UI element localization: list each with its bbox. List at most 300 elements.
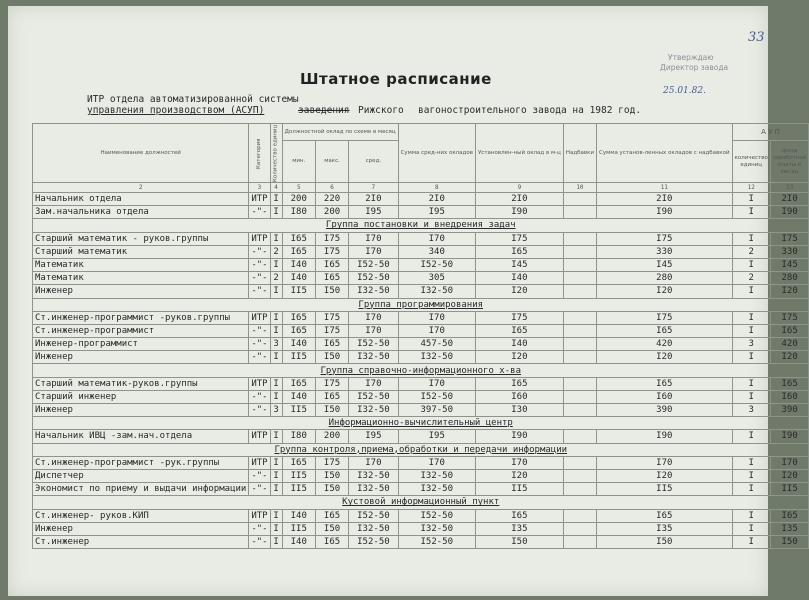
group-heading-row xyxy=(33,298,809,311)
table-cell: I50 xyxy=(315,469,348,482)
header-aup-fund: фонд заработной платы в месяц xyxy=(770,141,809,183)
position-name-cell: Старший математик - руков.группы xyxy=(33,232,249,245)
table-cell: I65 xyxy=(315,338,348,351)
table-cell: ИТР xyxy=(249,232,270,245)
table-cell: I xyxy=(732,206,770,219)
table-cell: I75 xyxy=(597,311,733,324)
table-cell: I52-50 xyxy=(398,535,475,548)
table-cell: I50 xyxy=(770,535,809,548)
table-cell: I xyxy=(270,456,282,469)
table-cell: I70 xyxy=(349,232,398,245)
table-cell: I40 xyxy=(282,535,315,548)
table-cell xyxy=(563,311,596,324)
table-cell: II5 xyxy=(282,522,315,535)
table-row xyxy=(33,404,809,417)
table-cell: 390 xyxy=(597,404,733,417)
table-cell: I xyxy=(270,430,282,443)
table-cell xyxy=(563,351,596,364)
table-cell: I70 xyxy=(398,456,475,469)
table-cell: I xyxy=(270,509,282,522)
table-cell: I32-50 xyxy=(349,404,398,417)
table-cell: I32-50 xyxy=(349,483,398,496)
table-cell xyxy=(563,324,596,337)
approval-line-2: Директор завода xyxy=(660,63,729,72)
table-row xyxy=(33,245,809,258)
header-quantity: Количество единиц xyxy=(270,124,282,183)
table-cell: I50 xyxy=(315,483,348,496)
header-sum-avg: Сумма сред-них окладов xyxy=(398,124,475,183)
table-cell: 2I0 xyxy=(770,193,809,206)
table-row xyxy=(33,535,809,548)
table-cell: I70 xyxy=(349,311,398,324)
table-cell: I75 xyxy=(315,377,348,390)
table-cell: I xyxy=(732,535,770,548)
table-cell: I52-50 xyxy=(349,535,398,548)
position-name-cell: Математик xyxy=(33,272,249,285)
group-heading-row xyxy=(33,364,809,377)
position-name-cell: Инженер-программист xyxy=(33,338,249,351)
table-cell: I xyxy=(732,193,770,206)
table-cell xyxy=(563,193,596,206)
table-cell: I40 xyxy=(282,258,315,271)
table-cell: I40 xyxy=(282,390,315,403)
table-cell: I60 xyxy=(770,390,809,403)
table-cell: I40 xyxy=(475,338,563,351)
table-cell: 2 xyxy=(732,272,770,285)
table-cell: I32-50 xyxy=(349,522,398,535)
column-number: 7 xyxy=(349,183,398,193)
table-cell: I xyxy=(270,232,282,245)
table-cell: 2 xyxy=(732,245,770,258)
table-row xyxy=(33,430,809,443)
table-cell: I95 xyxy=(349,206,398,219)
table-cell xyxy=(563,285,596,298)
table-cell xyxy=(563,390,596,403)
page-title: Штатное расписание xyxy=(300,70,492,88)
position-name-cell: Ст.инженер-программист -рук.группы xyxy=(33,456,249,469)
table-cell: 200 xyxy=(282,193,315,206)
table-cell: ИТР xyxy=(249,193,270,206)
header-sum-established: Сумма установ-ленных окладов с надбавкой xyxy=(597,124,733,183)
header-category: Категория xyxy=(249,124,270,183)
table-cell: I65 xyxy=(282,324,315,337)
table-cell: I xyxy=(270,535,282,548)
header-established: Установлен-ный оклад в м-ц xyxy=(475,124,563,183)
table-cell: I65 xyxy=(282,377,315,390)
table-row xyxy=(33,311,809,324)
header-max: макс. xyxy=(315,141,348,183)
table-row xyxy=(33,258,809,271)
table-row xyxy=(33,206,809,219)
table-cell xyxy=(563,535,596,548)
table-cell xyxy=(563,258,596,271)
table-cell: I65 xyxy=(315,509,348,522)
table-row xyxy=(33,193,809,206)
position-name-cell: Инженер xyxy=(33,522,249,535)
table-cell: I xyxy=(270,390,282,403)
column-number: 9 xyxy=(475,183,563,193)
table-cell: I xyxy=(270,469,282,482)
table-cell: 2 xyxy=(270,245,282,258)
table-cell: 3 xyxy=(732,338,770,351)
table-cell: I75 xyxy=(315,456,348,469)
table-cell: I32-50 xyxy=(398,285,475,298)
table-cell: I90 xyxy=(770,430,809,443)
table-cell: -"- xyxy=(249,245,270,258)
table-cell: I xyxy=(270,377,282,390)
table-cell: I65 xyxy=(282,232,315,245)
table-cell: I20 xyxy=(597,469,733,482)
table-cell: -"- xyxy=(249,324,270,337)
table-cell: I75 xyxy=(315,232,348,245)
table-cell: 2I0 xyxy=(349,193,398,206)
column-number: 5 xyxy=(282,183,315,193)
table-cell: I xyxy=(732,232,770,245)
table-cell: I30 xyxy=(475,404,563,417)
table-cell: I65 xyxy=(475,509,563,522)
table-cell: I70 xyxy=(398,377,475,390)
table-cell: I90 xyxy=(475,206,563,219)
table-cell: I20 xyxy=(770,351,809,364)
table-cell: 390 xyxy=(770,404,809,417)
table-cell: 200 xyxy=(315,206,348,219)
table-cell: ИТР xyxy=(249,430,270,443)
table-cell: I95 xyxy=(398,206,475,219)
table-cell: ИТР xyxy=(249,377,270,390)
table-cell: I65 xyxy=(282,245,315,258)
column-number: 10 xyxy=(563,183,596,193)
table-row xyxy=(33,351,809,364)
position-name-cell: Математик xyxy=(33,258,249,271)
table-cell: I70 xyxy=(770,456,809,469)
table-cell: I20 xyxy=(475,351,563,364)
table-cell: I xyxy=(270,351,282,364)
table-cell: I52-50 xyxy=(349,338,398,351)
table-cell: I65 xyxy=(770,324,809,337)
table-cell: I xyxy=(270,285,282,298)
table-cell xyxy=(563,338,596,351)
table-cell: I70 xyxy=(349,245,398,258)
table-cell: I60 xyxy=(597,390,733,403)
table-cell: I65 xyxy=(315,272,348,285)
position-name-cell: Диспетчер xyxy=(33,469,249,482)
table-row xyxy=(33,509,809,522)
table-cell: II5 xyxy=(475,483,563,496)
table-cell: 397-50 xyxy=(398,404,475,417)
table-cell: I xyxy=(732,390,770,403)
table-cell: I75 xyxy=(475,232,563,245)
table-cell: 3 xyxy=(270,404,282,417)
table-cell: I65 xyxy=(770,509,809,522)
header-salary-group: Должностной оклад по схеме в месяц xyxy=(282,124,398,141)
table-cell: I80 xyxy=(282,206,315,219)
table-row xyxy=(33,338,809,351)
table-cell: I52-50 xyxy=(398,509,475,522)
table-cell: I35 xyxy=(770,522,809,535)
table-cell: -"- xyxy=(249,351,270,364)
table-cell: I xyxy=(270,483,282,496)
table-row xyxy=(33,377,809,390)
subtitle-line-1: ИТР отдела автоматизированной системы xyxy=(87,94,299,105)
table-cell: 200 xyxy=(315,430,348,443)
position-name-cell: Ст.инженер-программист xyxy=(33,324,249,337)
header-avg: сред. xyxy=(349,141,398,183)
table-cell: I75 xyxy=(315,311,348,324)
table-row xyxy=(33,456,809,469)
table-cell: ИТР xyxy=(249,311,270,324)
table-cell: I xyxy=(732,324,770,337)
table-cell: I35 xyxy=(475,522,563,535)
table-cell: I75 xyxy=(315,324,348,337)
table-cell: 3 xyxy=(732,404,770,417)
table-cell: -"- xyxy=(249,206,270,219)
table-cell: 2 xyxy=(270,272,282,285)
table-cell: I65 xyxy=(282,311,315,324)
position-name-cell: Ст.инженер xyxy=(33,535,249,548)
table-cell: 330 xyxy=(597,245,733,258)
table-cell: I xyxy=(732,377,770,390)
table-cell: I75 xyxy=(770,232,809,245)
table-cell: 2I0 xyxy=(597,193,733,206)
position-name-cell: Старший математик xyxy=(33,245,249,258)
document-page xyxy=(8,6,807,596)
table-cell: I xyxy=(270,193,282,206)
table-cell: -"- xyxy=(249,272,270,285)
column-number: 2 xyxy=(33,183,249,193)
table-cell: I65 xyxy=(770,377,809,390)
table-cell: I70 xyxy=(349,456,398,469)
table-cell: I65 xyxy=(597,377,733,390)
table-cell: I xyxy=(270,311,282,324)
table-cell: I xyxy=(270,522,282,535)
table-cell: II5 xyxy=(282,483,315,496)
table-cell xyxy=(563,430,596,443)
header-min: мин. xyxy=(282,141,315,183)
table-cell: I75 xyxy=(475,311,563,324)
column-number: 6 xyxy=(315,183,348,193)
table-cell: I65 xyxy=(315,258,348,271)
table-cell: -"- xyxy=(249,338,270,351)
table-cell: II5 xyxy=(770,483,809,496)
position-name-cell: Зам.начальника отдела xyxy=(33,206,249,219)
table-cell: I xyxy=(732,285,770,298)
struck-word: заведения xyxy=(298,105,350,116)
table-cell: -"- xyxy=(249,285,270,298)
table-cell: I50 xyxy=(315,404,348,417)
table-cell: I65 xyxy=(282,456,315,469)
table-cell: I xyxy=(270,206,282,219)
column-number: 13 xyxy=(770,183,809,193)
table-cell: 280 xyxy=(597,272,733,285)
table-cell: I40 xyxy=(282,338,315,351)
table-cell xyxy=(563,232,596,245)
group-heading-row xyxy=(33,219,809,232)
table-cell: -"- xyxy=(249,483,270,496)
table-cell xyxy=(563,206,596,219)
subtitle-line-2: управления производством (АСУП) xyxy=(87,105,265,116)
table-cell: I90 xyxy=(475,430,563,443)
table-cell: I90 xyxy=(597,206,733,219)
column-number: 11 xyxy=(597,183,733,193)
table-cell xyxy=(563,483,596,496)
position-name-cell: Ст.инженер-программист -руков.группы xyxy=(33,311,249,324)
table-row xyxy=(33,324,809,337)
table-cell: 457-50 xyxy=(398,338,475,351)
table-cell: I52-50 xyxy=(349,272,398,285)
table-row xyxy=(33,390,809,403)
table-cell: I95 xyxy=(349,430,398,443)
table-cell: I xyxy=(732,483,770,496)
table-cell: 3 xyxy=(270,338,282,351)
table-cell: ИТР xyxy=(249,456,270,469)
group-heading-row xyxy=(33,496,809,509)
table-cell: I xyxy=(270,324,282,337)
table-cell: I xyxy=(732,469,770,482)
subtitle-rest: вагоностроительного завода на 1982 год. xyxy=(418,105,642,116)
table-cell: I50 xyxy=(597,535,733,548)
table-cell: I50 xyxy=(475,535,563,548)
table-cell: I40 xyxy=(475,272,563,285)
table-cell: I xyxy=(732,456,770,469)
table-cell: I52-50 xyxy=(349,509,398,522)
position-name-cell: Начальник ИВЦ -зам.нач.отдела xyxy=(33,430,249,443)
table-cell: I65 xyxy=(315,535,348,548)
table-cell: I32-50 xyxy=(398,483,475,496)
group-heading: Группа постановки и внедрения задач xyxy=(33,219,809,232)
table-cell: I65 xyxy=(475,245,563,258)
table-cell: I70 xyxy=(349,324,398,337)
table-cell: -"- xyxy=(249,522,270,535)
table-cell: 305 xyxy=(398,272,475,285)
table-cell: II5 xyxy=(597,483,733,496)
table-cell: I70 xyxy=(597,456,733,469)
staff-table xyxy=(32,123,809,549)
group-heading: Группа программирования xyxy=(33,298,809,311)
table-cell: I70 xyxy=(349,377,398,390)
table-cell: I75 xyxy=(315,245,348,258)
table-cell: I xyxy=(732,351,770,364)
table-cell: I45 xyxy=(770,258,809,271)
table-row xyxy=(33,232,809,245)
table-cell: I52-50 xyxy=(349,258,398,271)
table-cell: I45 xyxy=(597,258,733,271)
table-cell: I20 xyxy=(597,285,733,298)
table-cell: ИТР xyxy=(249,509,270,522)
header-aup: А У П xyxy=(732,124,809,141)
table-cell xyxy=(563,522,596,535)
group-heading: Группа контроля,приема,обработки и передачи информации xyxy=(33,443,809,456)
table-cell: I75 xyxy=(597,232,733,245)
table-cell xyxy=(563,245,596,258)
page-number: 33 xyxy=(748,30,765,45)
table-cell xyxy=(563,456,596,469)
table-cell: I40 xyxy=(282,272,315,285)
table-cell: I75 xyxy=(770,311,809,324)
table-cell: I35 xyxy=(597,522,733,535)
table-cell: 280 xyxy=(770,272,809,285)
table-cell: I52-50 xyxy=(398,390,475,403)
table-cell: I xyxy=(732,522,770,535)
group-heading: Группа справочно-информационного х-ва xyxy=(33,364,809,377)
table-cell xyxy=(563,509,596,522)
table-cell: -"- xyxy=(249,258,270,271)
table-cell: I45 xyxy=(475,258,563,271)
table-cell: I65 xyxy=(597,509,733,522)
approval-date: 25.01.82. xyxy=(663,86,706,96)
table-cell: I65 xyxy=(475,324,563,337)
table-cell: I xyxy=(732,430,770,443)
column-number: 4 xyxy=(270,183,282,193)
position-name-cell: Ст.инженер- руков.КИП xyxy=(33,509,249,522)
table-cell: I40 xyxy=(282,509,315,522)
table-cell: I70 xyxy=(398,232,475,245)
table-cell: I20 xyxy=(475,285,563,298)
table-cell: I xyxy=(732,311,770,324)
table-cell: I70 xyxy=(398,324,475,337)
table-cell: I xyxy=(732,258,770,271)
table-cell xyxy=(563,272,596,285)
table-cell: I95 xyxy=(398,430,475,443)
position-name-cell: Старший инженер xyxy=(33,390,249,403)
table-cell xyxy=(563,377,596,390)
table-cell: I80 xyxy=(282,430,315,443)
column-number: 3 xyxy=(249,183,270,193)
table-cell: I90 xyxy=(597,430,733,443)
position-name-cell: Инженер xyxy=(33,404,249,417)
table-cell: I20 xyxy=(475,469,563,482)
table-cell xyxy=(563,469,596,482)
table-cell: I32-50 xyxy=(349,285,398,298)
header-name: Наименование должностей xyxy=(33,124,249,183)
position-name-cell: Начальник отдела xyxy=(33,193,249,206)
table-cell: II5 xyxy=(282,469,315,482)
table-cell: I65 xyxy=(315,390,348,403)
table-cell: I52-50 xyxy=(398,258,475,271)
table-cell: 420 xyxy=(770,338,809,351)
table-cell: -"- xyxy=(249,535,270,548)
table-cell: 340 xyxy=(398,245,475,258)
table-cell: 330 xyxy=(770,245,809,258)
table-cell: I70 xyxy=(475,456,563,469)
table-cell: I60 xyxy=(475,390,563,403)
table-row xyxy=(33,285,809,298)
table-cell: -"- xyxy=(249,404,270,417)
table-cell: I90 xyxy=(770,206,809,219)
table-cell: I52-50 xyxy=(349,390,398,403)
table-cell: I50 xyxy=(315,285,348,298)
table-cell: II5 xyxy=(282,285,315,298)
position-name-cell: Инженер xyxy=(33,351,249,364)
table-row xyxy=(33,522,809,535)
header-aup-qty: количество единиц xyxy=(732,141,770,183)
table-cell: I32-50 xyxy=(398,469,475,482)
table-cell: I20 xyxy=(597,351,733,364)
table-row xyxy=(33,483,809,496)
table-cell: I65 xyxy=(597,324,733,337)
table-cell: 2I0 xyxy=(398,193,475,206)
table-cell: 420 xyxy=(597,338,733,351)
group-heading: Кустовой информационный пункт xyxy=(33,496,809,509)
group-heading: Информационно-вычислительный центр xyxy=(33,417,809,430)
table-cell: I32-50 xyxy=(398,522,475,535)
table-cell: I32-50 xyxy=(398,351,475,364)
table-cell: I xyxy=(732,509,770,522)
table-cell: -"- xyxy=(249,390,270,403)
table-cell: II5 xyxy=(282,404,315,417)
table-cell: I32-50 xyxy=(349,469,398,482)
group-heading-row xyxy=(33,417,809,430)
position-name-cell: Экономист по приему и выдачи информации xyxy=(33,483,249,496)
